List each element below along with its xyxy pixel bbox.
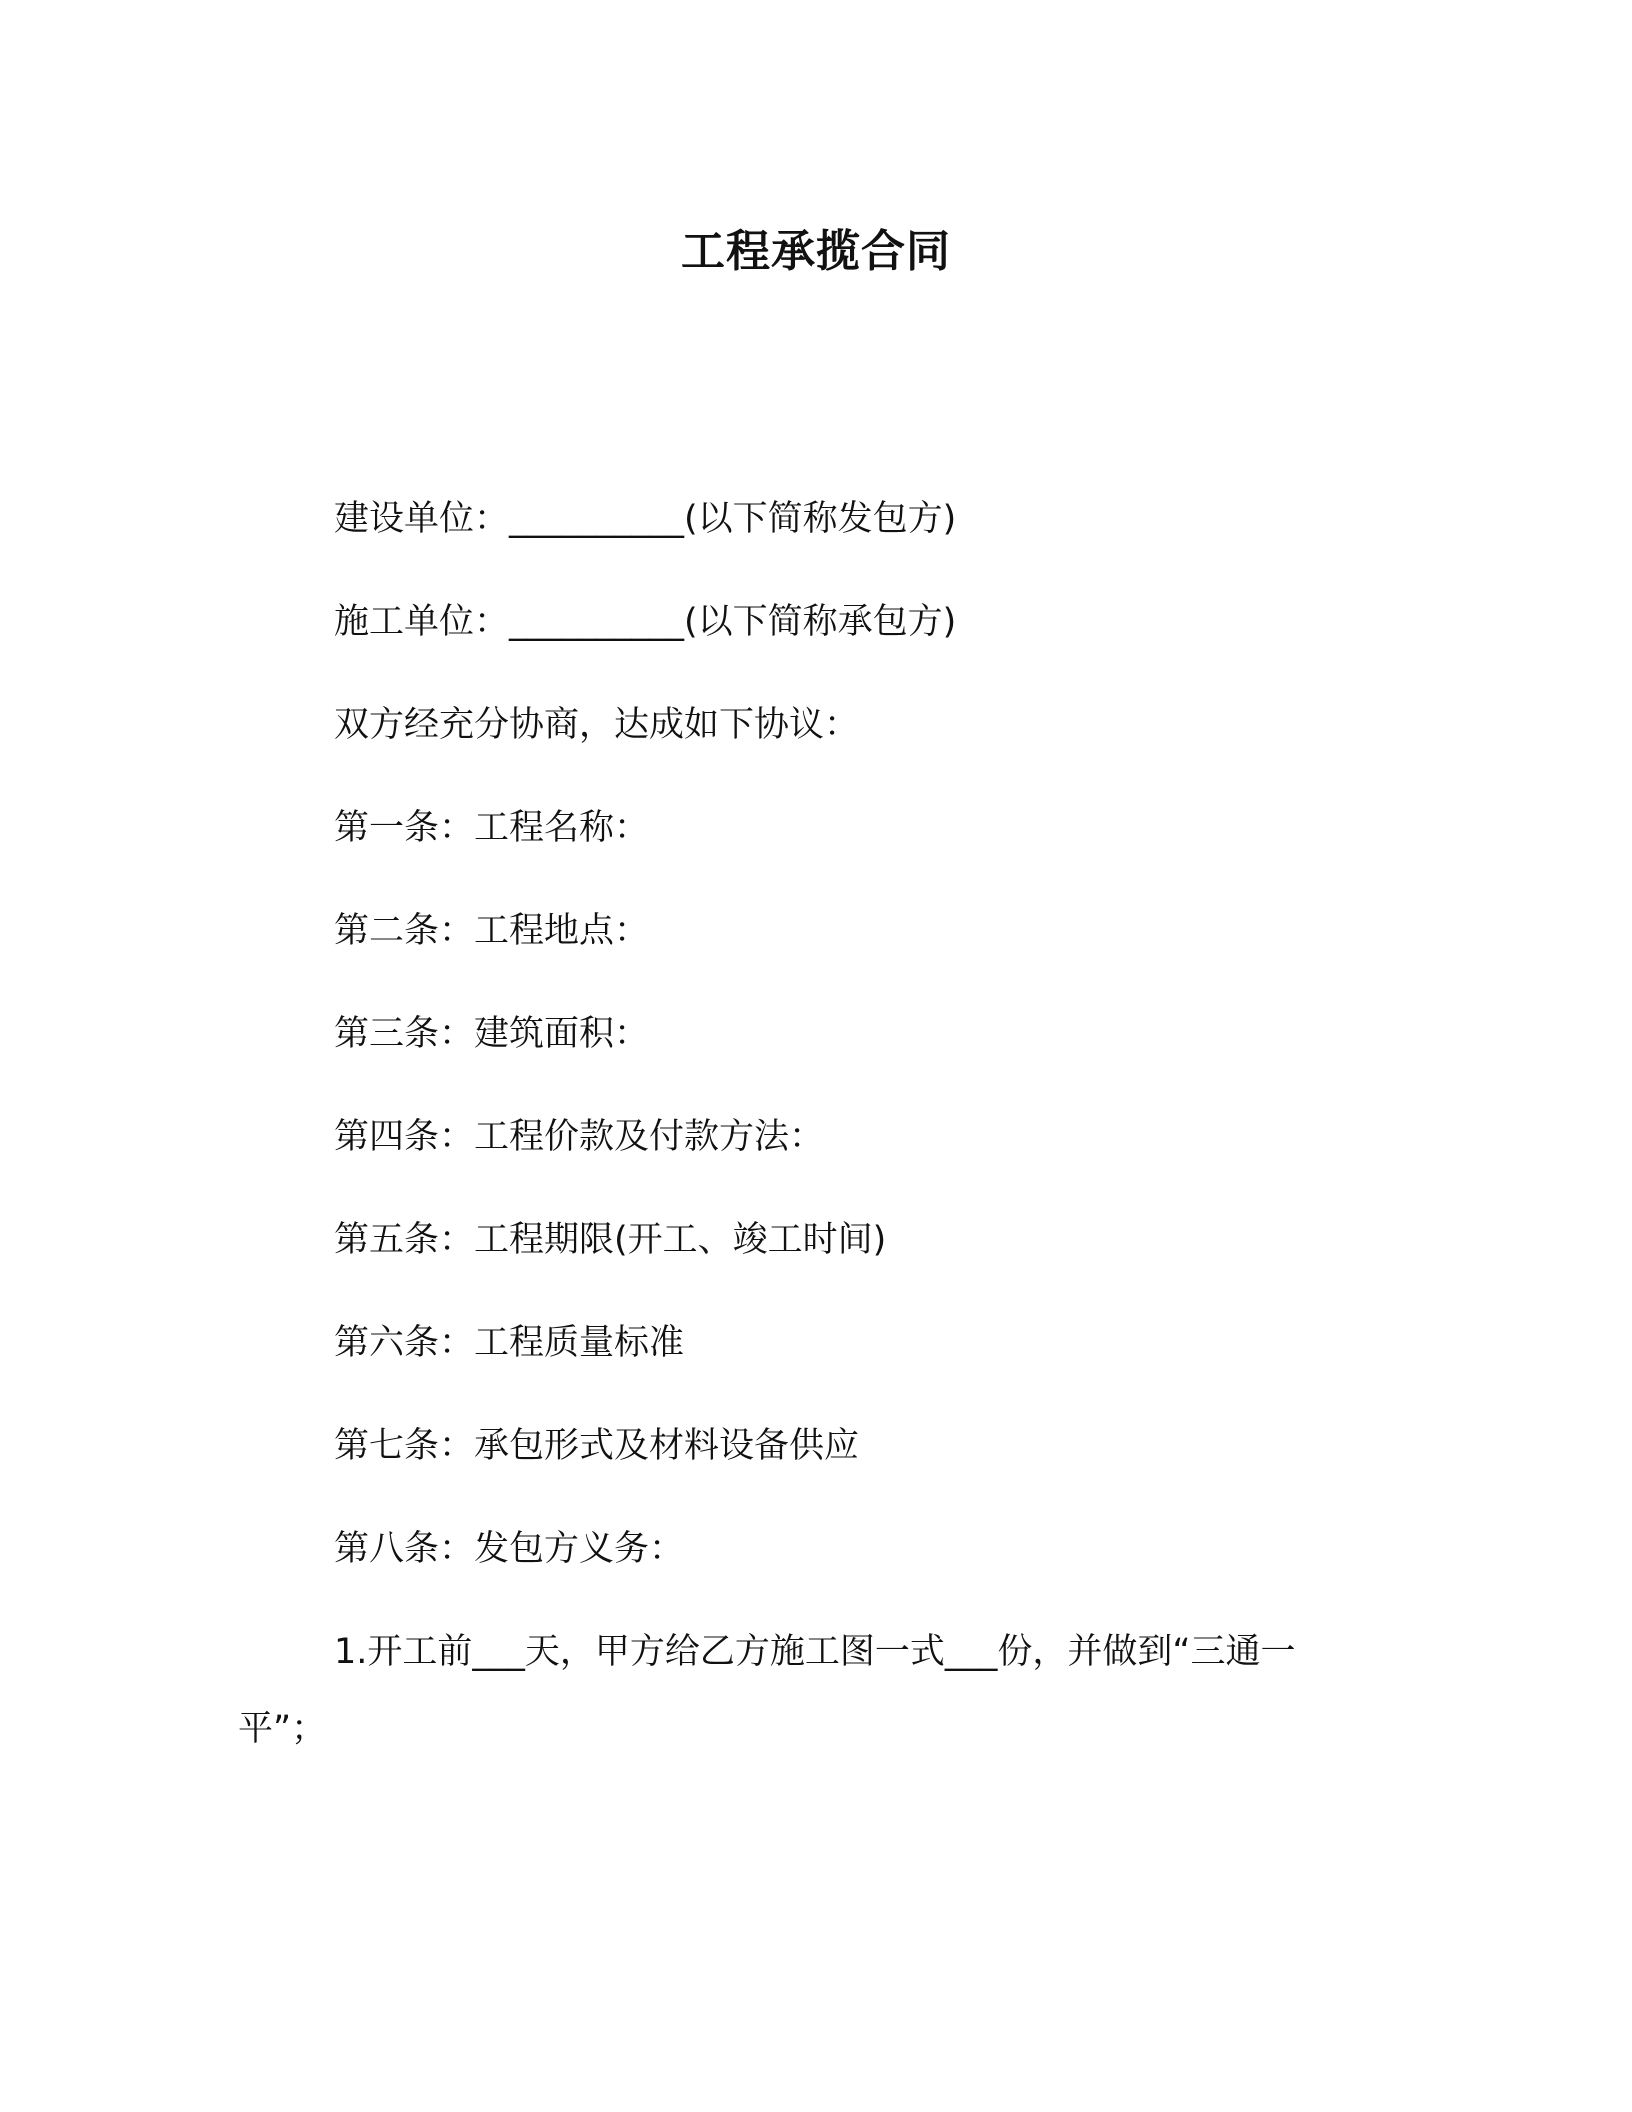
builder-party-line: 建设单位：__________(以下简称发包方) xyxy=(334,499,957,539)
article-1: 第一条：工程名称： xyxy=(334,808,650,848)
article-8: 第八条：发包方义务： xyxy=(334,1529,685,1569)
article-7: 第七条：承包形式及材料设备供应 xyxy=(334,1426,860,1466)
article-6: 第六条：工程质量标准 xyxy=(334,1323,685,1363)
agreement-intro: 双方经充分协商，达成如下协议： xyxy=(334,705,860,745)
article-2: 第二条：工程地点： xyxy=(334,911,650,951)
article-5: 第五条：工程期限(开工、竣工时间) xyxy=(334,1220,887,1260)
article-3: 第三条：建筑面积： xyxy=(334,1014,650,1054)
clause-1-first-line: 1.开工前___天，甲方给乙方施工图一式___份，并做到“三通一 xyxy=(334,1632,1296,1672)
article-4: 第四条：工程价款及付款方法： xyxy=(334,1117,825,1157)
contractor-party-line: 施工单位：__________(以下简称承包方) xyxy=(334,602,957,642)
clause-1-continuation: 平”； xyxy=(238,1709,327,1749)
document-title: 工程承揽合同 xyxy=(681,226,951,277)
